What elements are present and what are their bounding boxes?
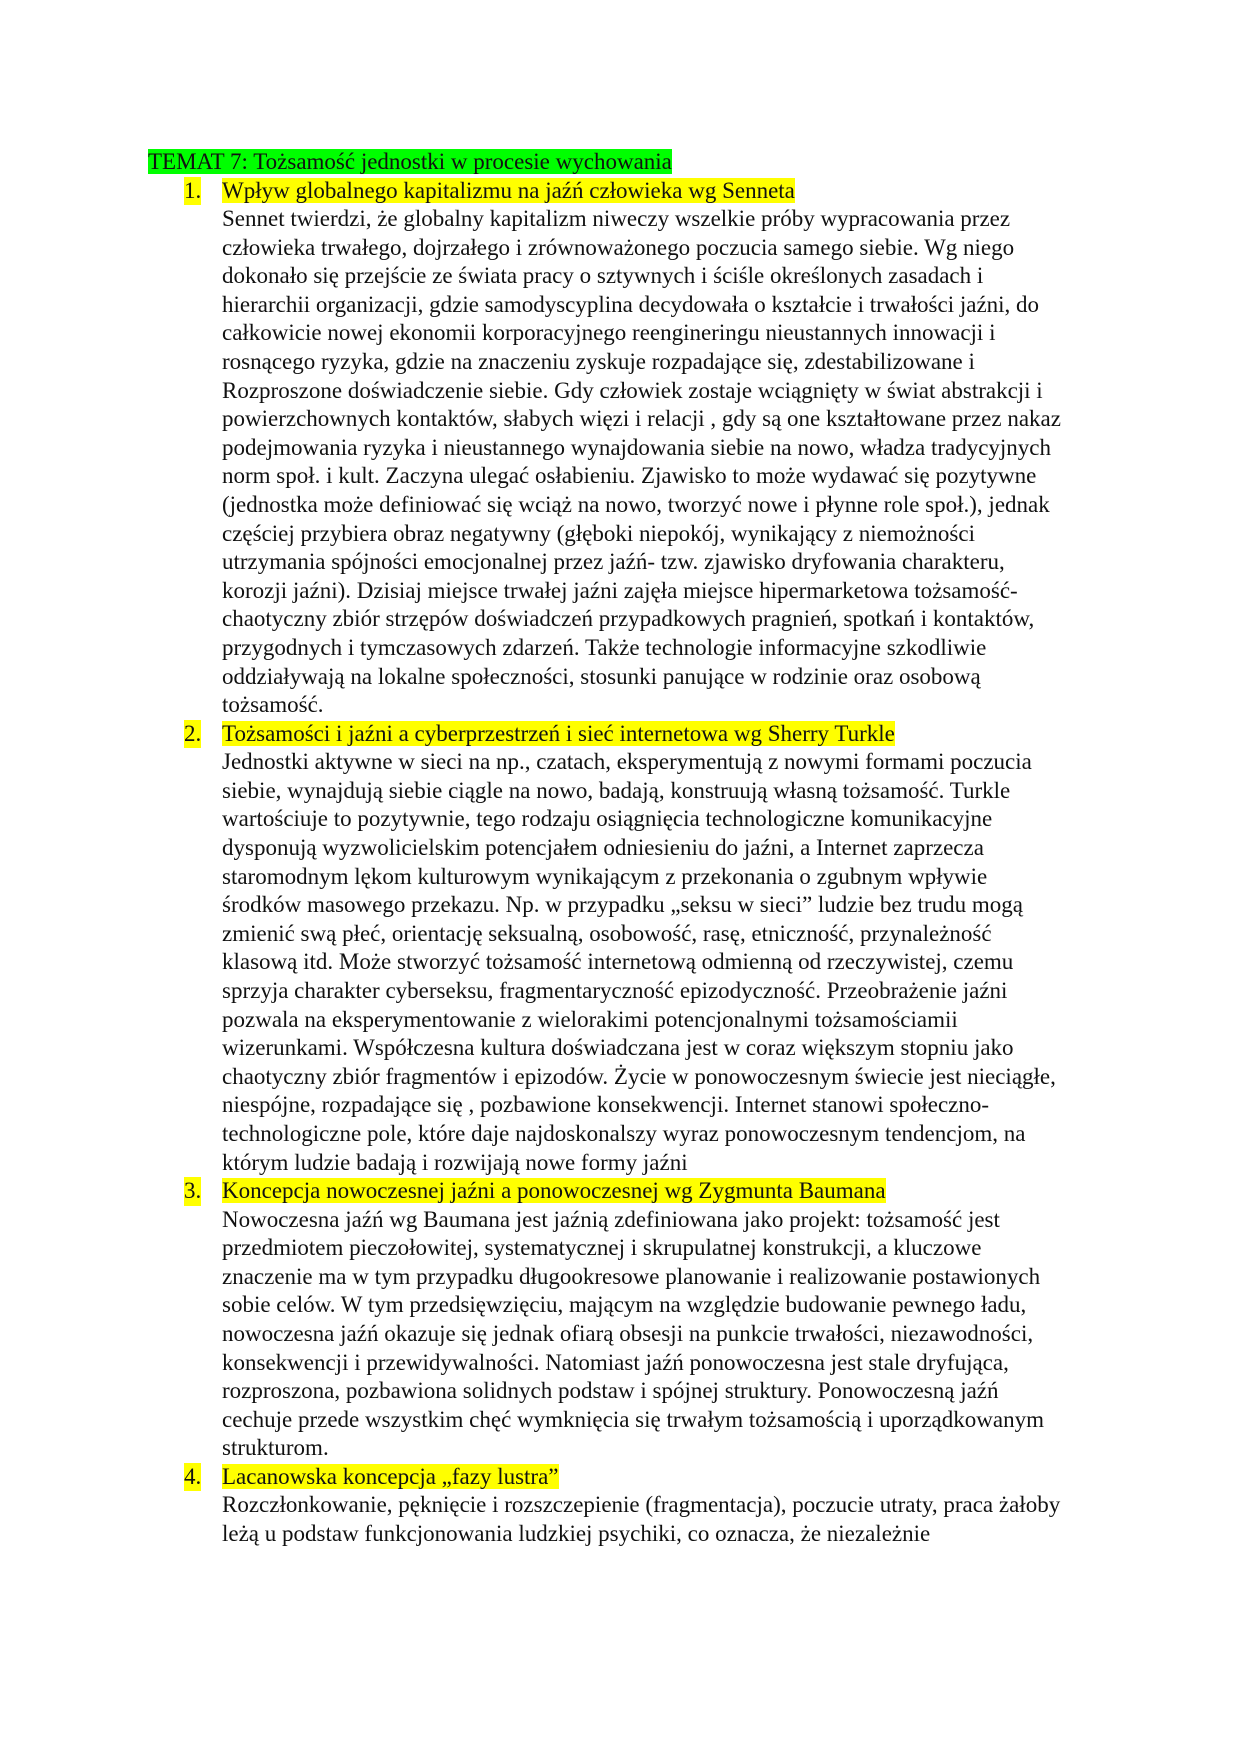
section-heading <box>148 1177 1098 1206</box>
section-heading-text: Tożsamości i jaźni a cyberprzestrzeń i sieć internetowa wg Sherry Turkle <box>222 720 895 746</box>
section-heading <box>148 177 1098 206</box>
section-heading-text: Lacanowska koncepcja „fazy lustra” <box>222 1463 559 1489</box>
section-body: Rozczłonkowanie, pęknięcie i rozszczepienie (fragmentacja), poczucie utraty, praca żałoby leżą u podstaw funkcjonowania ludzkiej psychiki, co oznacza, że niezależnie <box>222 1492 1061 1547</box>
section-3 <box>148 1177 1098 1463</box>
section-2 <box>148 720 1098 1177</box>
section-body: Jednostki aktywne w sieci na np., czatach, eksperymentują z nowymi formami poczucia siebie, wynajdują siebie ciągle na nowo, badają, konstruują własną tożsamość. Turkle wartościuje to pozytywnie, tego rodzaju osiągnięcia technologiczne komunikacyjne dysponują wyzwolicielskim potencjałem odniesieniu do jaźni, a Internet zaprzecza staromodnym lękom kulturowym wynikającym z przekonania o zgubnym wpływie środków masowego przekazu. Np. w przypadku „seksu w sieci” ludzie bez trudu mogą zmienić swą płeć, orientację seksualną, osobowość, rasę, etniczność, przynależność klasową itd. Może stworzyć tożsamość internetową odmienną od rzeczywistej, czemu sprzyja charakter cyberseksu, fragmentaryczność epizodyczność. Przeobrażenie jaźni pozwala na eksperymentowanie z wielorakimi potencjonalnymi tożsamościamii wizerunkami. Współczesna kultura doświadczana jest w coraz większym stopniu jako chaotyczny zbiór fragmentów i epizodów. Życie w ponowoczesnym świecie jest nieciągłe, niespójne, rozpadające się , pozbawione konsekwencji. Internet stanowi społeczno-technologiczne pole, które daje najdoskonalszy wyraz ponowoczesnym tendencjom, na którym ludzie badają i rozwijają nowe formy jaźni <box>222 749 1056 1175</box>
section-number: 4. <box>184 1463 201 1492</box>
section-number: 1. <box>184 177 201 206</box>
section-body: Nowoczesna jaźń wg Baumana jest jaźnią zdefiniowana jako projekt: tożsamość jest przedmiotem pieczołowitej, systematycznej i skrupulatnej konstrukcji, a kluczowe znaczenie ma w tym przypadku długookresowe planowanie i realizowanie postawionych sobie celów. W tym przedsięwzięciu, mającym na względzie budowanie pewnego ładu, nowoczesna jaźń okazuje się jednak ofiarą obsesji na punkcie trwałości, niezawodności, konsekwencji i przewidywalności. Natomiast jaźń ponowoczesna jest stale dryfująca, rozproszona, pozbawiona solidnych podstaw i spójnej struktury. Ponowoczesną jaźń cechuje przede wszystkim chęć wymknięcia się trwałym tożsamością i uporządkowanym strukturom. <box>222 1206 1044 1461</box>
section-4 <box>148 1463 1098 1549</box>
section-number: 2. <box>184 720 201 749</box>
document-title <box>148 148 1098 177</box>
section-heading <box>148 1463 1098 1492</box>
document-title-highlight: TEMAT 7: Tożsamość jednostki w procesie wychowania <box>148 149 672 174</box>
section-1 <box>148 177 1098 720</box>
section-heading <box>148 720 1098 749</box>
section-body: Sennet twierdzi, że globalny kapitalizm niweczy wszelkie próby wypracowania przez człowieka trwałego, dojrzałego i zrównoważonego poczucia samego siebie. Wg niego dokonało się przejście ze świata pracy o sztywnych i ściśle określonych zasadach i hierarchii organizacji, gdzie samodyscyplina decydowała o kształcie i trwałości jaźni, do całkowicie nowej ekonomii korporacyjnego reengineringu nieustannych innowacji i rosnącego ryzyka, gdzie na znaczeniu zyskuje rozpadające się, zdestabilizowane i Rozproszone doświadczenie siebie. Gdy człowiek zostaje wciągnięty w świat abstrakcji i powierzchownych kontaktów, słabych więzi i relacji , gdy są one kształtowane przez nakaz podejmowania ryzyka i nieustannego wynajdowania siebie na nowo, władza tradycyjnych norm społ. i kult. Zaczyna ulegać osłabieniu. Zjawisko to może wydawać się pozytywne (jednostka może definiować się wciąż na nowo, tworzyć nowe i płynne role społ.), jednak częściej przybiera obraz negatywny (głęboki niepokój, wynikający z niemożności utrzymania spójności emocjonalnej przez jaźń- tzw. zjawisko dryfowania charakteru, korozji jaźni). Dzisiaj miejsce trwałej jaźni zajęła miejsce hipermarketowa tożsamość- chaotyczny zbiór strzępów doświadczeń przypadkowych pragnień, spotkań i kontaktów, przygodnych i tymczasowych zdarzeń. Także technologie informacyjne szkodliwie oddziaływają na lokalne społeczności, stosunki panujące w rodzinie oraz osobową tożsamość. <box>222 206 1061 718</box>
section-number: 3. <box>184 1177 201 1206</box>
document-content <box>148 148 1098 1549</box>
section-heading-text: Wpływ globalnego kapitalizmu na jaźń człowieka wg Senneta <box>222 177 795 203</box>
section-heading-text: Koncepcja nowoczesnej jaźni a ponowoczesnej wg Zygmunta Baumana <box>222 1178 886 1204</box>
